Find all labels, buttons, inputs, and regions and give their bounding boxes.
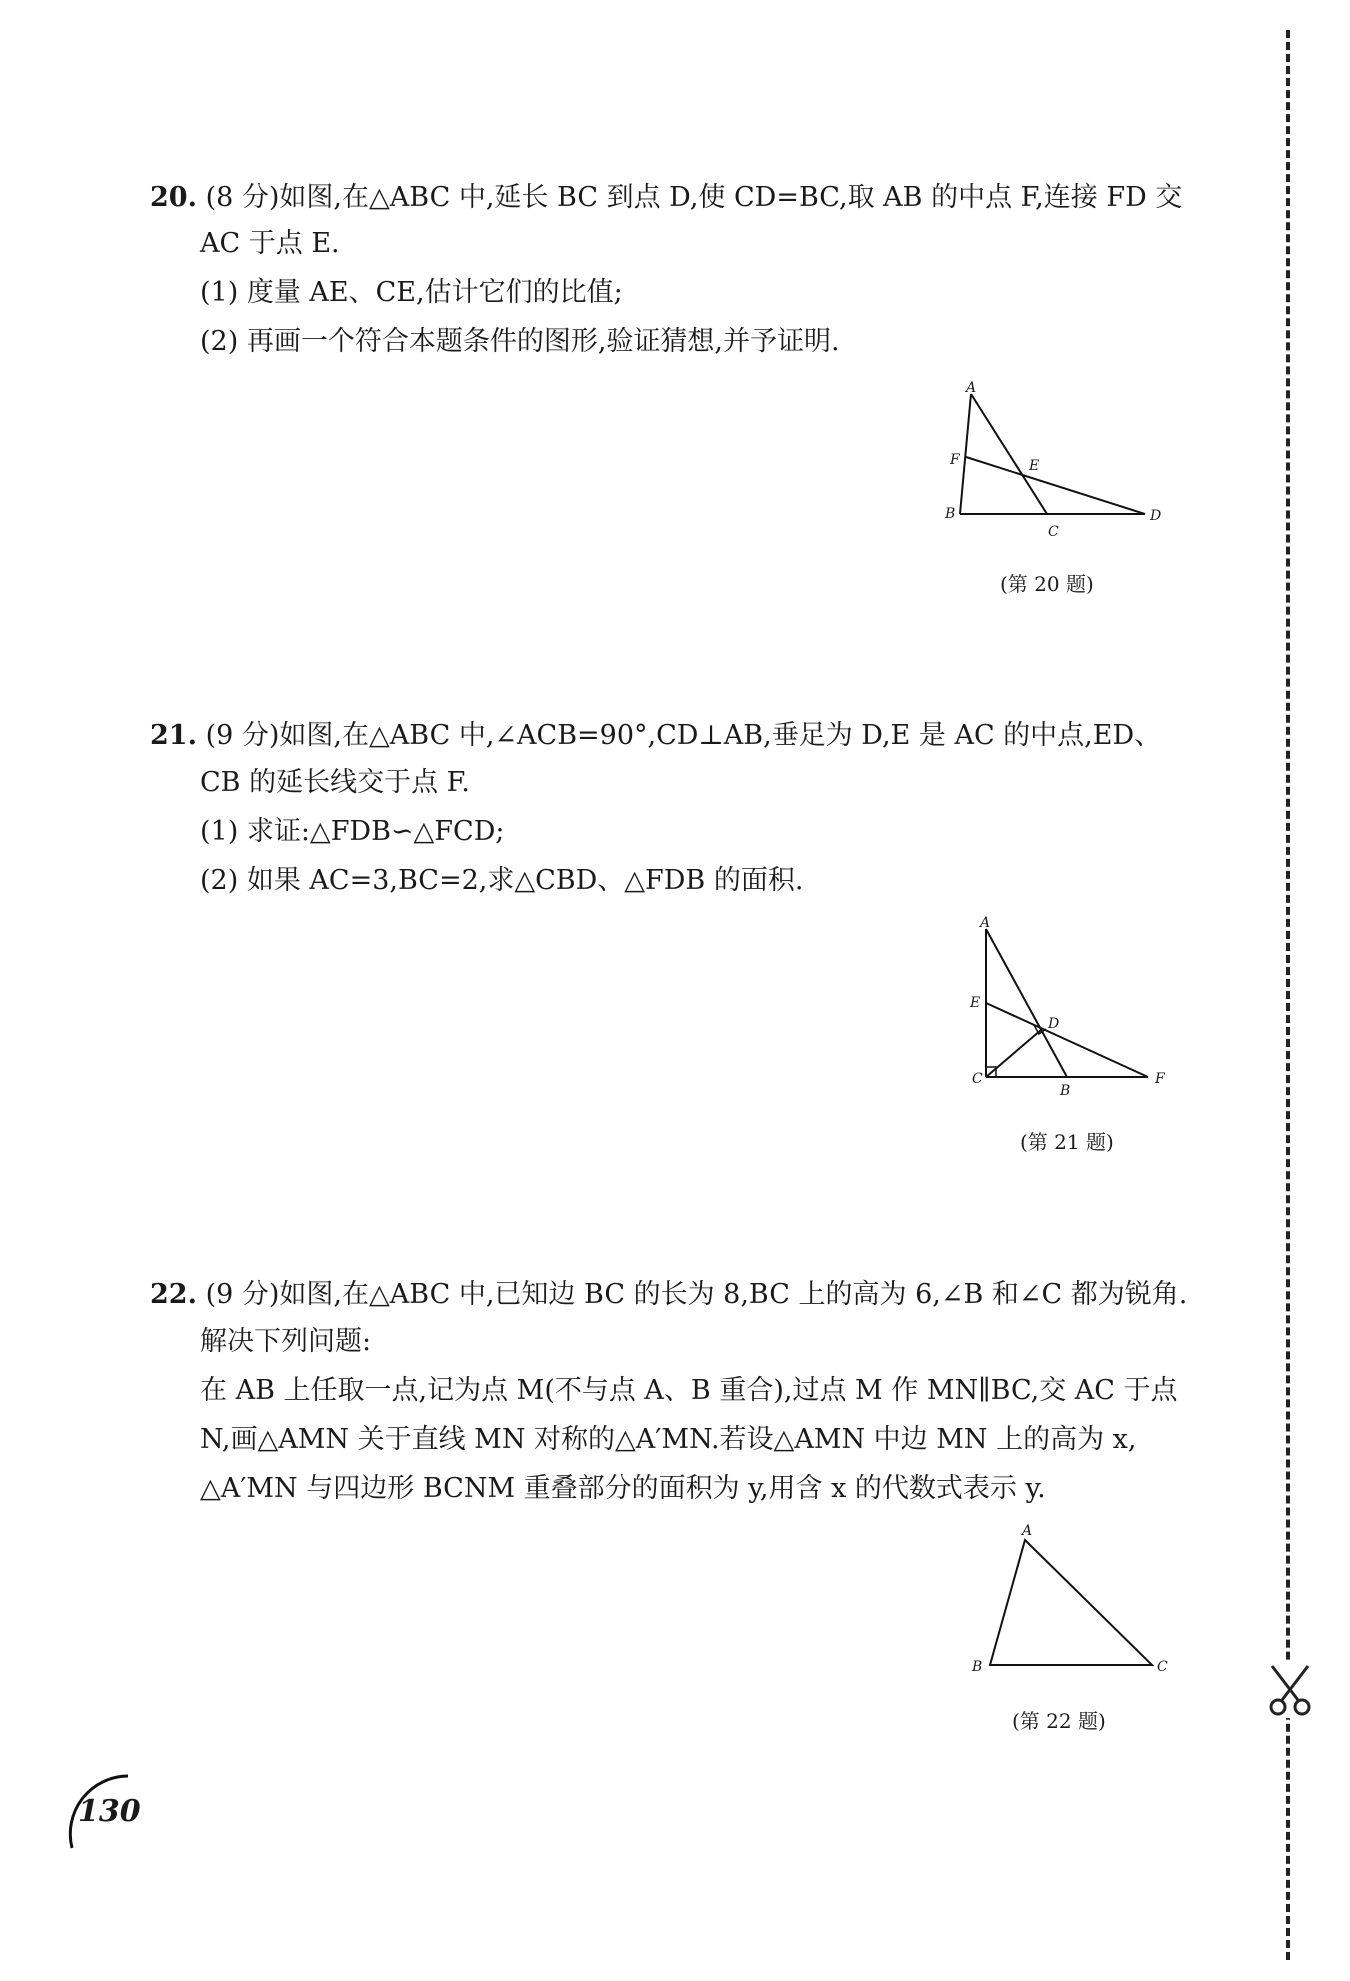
figure-21 [950,915,1190,1099]
fig20-label-e: E [1029,458,1040,474]
figure-20 [930,380,1190,550]
problem-21-part-1: (1) 求证:△FDB∽△FCD; [200,816,505,847]
fig21-label-f: F [1155,1071,1165,1087]
fig21-label-c: C [972,1071,983,1087]
fig21-label-d: D [1048,1016,1060,1032]
fig20-label-a: A [966,380,977,396]
fig22-label-c: C [1157,1659,1168,1675]
fig22-label-a: A [1022,1523,1033,1539]
page-number-badge [58,1770,141,1850]
problem-20-part-1: (1) 度量 AE、CE,估计它们的比值; [200,277,623,308]
fig20-label-c: C [1048,524,1059,540]
fig20-label-f: F [950,452,960,468]
problem-21-line-2: CB 的延长线交于点 F. [200,767,470,798]
problem-22-line-2: 解决下列问题: [200,1326,372,1357]
problem-22-number: 22. [150,1279,197,1310]
problem-22-line-1: 22. (9 分)如图,在△ABC 中,已知边 BC 的长为 8,BC 上的高为 6,∠B 和∠C 都为锐角. [150,1279,1188,1310]
problem-21-number: 21. [150,720,197,751]
figure-22-caption: (第 22 题) [1012,1709,1106,1733]
fig21-label-e: E [970,995,981,1011]
fig22-label-b: B [972,1659,983,1675]
figure-20-caption: (第 20 题) [1000,572,1094,596]
fig20-label-d: D [1150,508,1162,524]
problem-20-number: 20. [150,182,197,213]
figure-22 [960,1515,1190,1685]
scissors-icon [1262,1662,1318,1718]
problem-21-part-2: (2) 如果 AC=3,BC=2,求△CBD、△FDB 的面积. [200,865,804,896]
fig21-label-b: B [1060,1083,1071,1099]
problem-20-line-1: 20. (8 分)如图,在△ABC 中,延长 BC 到点 D,使 CD=BC,取 AB 的中点 F,连接 FD 交 [150,182,1183,213]
problem-20-line-2: AC 于点 E. [200,228,340,259]
figure-21-caption: (第 21 题) [1020,1130,1114,1154]
page-number: 130 [78,1794,141,1829]
problem-20-part-2: (2) 再画一个符合本题条件的图形,验证猜想,并予证明. [200,326,840,357]
problem-22-line-3: 在 AB 上任取一点,记为点 M(不与点 A、B 重合),过点 M 作 MN∥BC,交 AC 于点 [200,1375,1178,1406]
problem-21-line-1: 21. (9 分)如图,在△ABC 中,∠ACB=90°,CD⊥AB,垂足为 D,E 是 AC 的中点,ED、 [150,720,1162,751]
problem-22-line-5: △A′MN 与四边形 BCNM 重叠部分的面积为 y,用含 x 的代数式表示 y. [200,1473,1046,1504]
fig21-label-a: A [980,915,991,931]
fig20-label-b: B [945,506,956,522]
problem-22-line-4: N,画△AMN 关于直线 MN 对称的△A′MN.若设△AMN 中边 MN 上的高为 x, [200,1424,1137,1455]
